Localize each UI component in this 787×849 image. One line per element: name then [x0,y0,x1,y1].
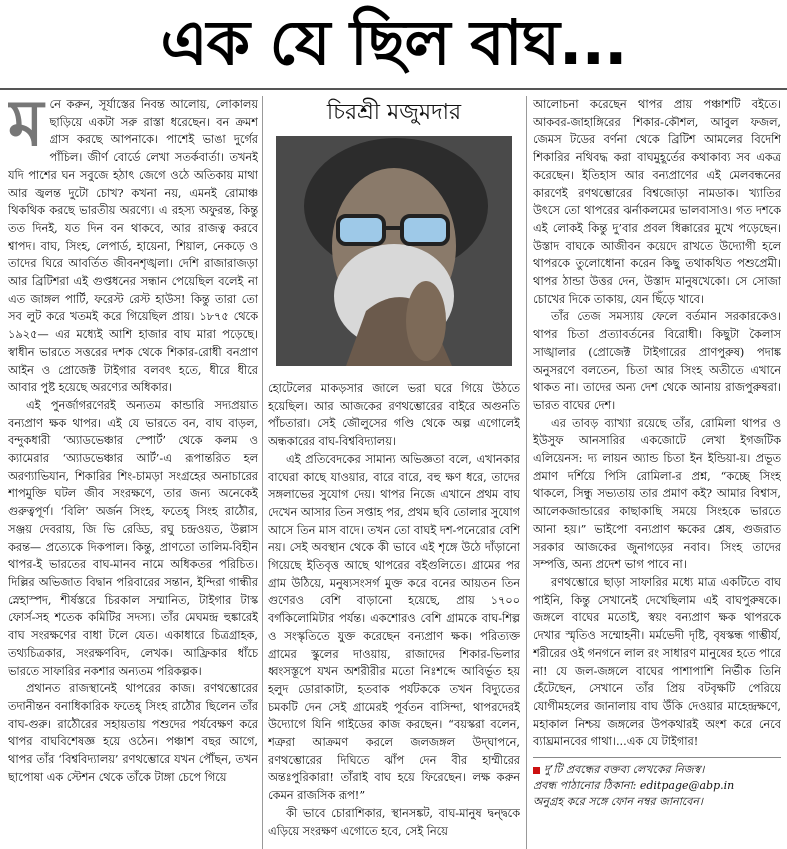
headline-rule [0,88,787,90]
column-divider [526,96,527,849]
article-column-2 [268,380,520,849]
paragraph: রণথম্ভোরে ছাড়া সাফারির মধ্যে মাত্র একটিতে বাঘ পাইনি, কিন্তু সেখানেই দেখেছিলাম এই বাঘপুরুষকে। জঙ্গলে বাঘের মতোই, স্বয়ং বন্যপ্রাণ ক্ষক থাপরকে দেখার স্মৃতিও সম্মোহনী। মর্মভেদী দৃষ্টি, বৃষস্কন্ধ গাম্ভীর্য, শরীরের ওই গনগনে লাল রং সাধারণ মানুষের হতে পারে না! যে জল-জঙ্গলে বাঘের পাশাপাশি নির্ভীক তিনি হেঁটেছেন, সেখানে তাঁর প্রিয় বটবৃক্ষটি পেরিয়ে যোগীমহলের জানালায় বাঘ উঁকি দেওয়ার মাহেন্দ্রক্ষণে, মহাকাল নিশ্চয় জঙ্গলের উপকথারই অংশ করে নেবে ব্যাঘ্রমানবের গাথা।...এক যে টাইগার! [533,575,781,749]
article-column-1 [8,96,258,849]
paragraph: কী ভাবে চোরাশিকার, স্থানসঙ্কট, বাঘ-মানুষ দ্বন্দ্বকে এড়িয়ে সংরক্ষণ এগোতে হবে, সেই নিয়ে [268,806,520,838]
paragraph: এই প্রতিবেদকের সামান্য অভিজ্ঞতা বলে, এখানকার বাঘেরা কাছে যাওয়ার, বারে বারে, বহু ক্ষণ ধরে, তাদের সঙ্গলাভের সুযোগ দেয়। থাপর নিজে এখানে প্রথম বাঘ দেখেন আসার তিন সপ্তাহ পর, প্রথম ছবি তোলার সুযোগ আসে তিন মাস বাদে। তখন তো বাঘই দশ-পনেরোর বেশি নয়। সেই অবস্থান থেকে কী ভাবে এই শৃঙ্গে উঠে দাঁড়ানো গিয়েছে ইতিবৃত্ত আছে থাপরের বইগুলিতে। গ্রামের পর গ্রাম উঠিয়ে, মনুষ্যসংসর্গ মুক্ত করে বনের আয়তন তিন গুণেরও বেশি বাড়ানো হয়েছে, প্রায় ১৭০০ বর্গকিলোমিটার পর্যন্ত। একশোরও বেশি গ্রামকে বাঘ-শিল্প ও সংস্কৃতিতে যুক্ত করেছেন বন্যপ্রাণ ক্ষক। পরিত্যক্ত গ্রামের স্কুলের দাওয়ায়, রাজাদের শিকার-ভিলার ধ্বংসস্তূপে যখন অশরীরীর মতো নিঃশব্দে আবির্ভূত হয় হলুদ ডোরাকাটা, হতবাক পর্যটককে তখন বিদ্যুতের চমকটি দেন সেই গ্রামেরই পূর্বতন বাসিন্দা, থাপরদেরই উদ্যোগে যিনি গাইডের কাজ করছেন। “বয়স্করা বলেন, শত্রুরা আক্রমণ করলে জলজঙ্গল উদ্‌ঘাপনে, রণথম্ভোরের দিঘিতে ঝাঁপ দেন বীর হাম্মীরের অন্তঃপুরিকারা! তাঁরাই বাঘ হয়ে ফিরেছেন। লক্ষ করুন কেমন রাজসিক রূপ!” [268,452,520,803]
author-portrait-photo [276,136,512,366]
footnote-phone-note: অনুগ্রহ করে সঙ্গে ফোন নম্বর জানাবেন। [533,795,703,809]
red-square-icon [533,767,540,774]
footnote [533,762,781,810]
paragraph: এই পুনর্জাগরণেরই অন্যতম কান্ডারি সদ্যপ্রয়াত বন্যপ্রাণ ক্ষক থাপর। এই যে ভারতে বন, বাঘ বাড়ল, বন্দুকধারী ‘অ্যাডভেঞ্চার স্পোর্ট’ থেকে কলম ও ক্যামেরার ‘অ্যাডভেঞ্চার আর্ট’-এ রূপান্তরিত হল অরণ্যাভিযান, শিকারির শিং-চামড়া সংগ্রহের অনাচারের শাপমুক্তি ঘটল জীব সংরক্ষণে, তার জন্য অনেকেই গুরুত্বপূর্ণ। ‘বিলি’ অর্জন সিংহ, ফতেহ্‌ সিংহ রাঠৌর, সঞ্জয় দেবরায়, জি ভি রেড্ডি, রঘু চন্দ্রওয়ত, উল্লাস করন্ত— প্রত্যেকে দিকপাল। কিন্তু, প্রাণতো তালিম-বিহীন থাপর-ই ভারতের বাঘ-মানব নামে অধিকতর পরিচিত। দিল্লির অভিজাত বিদ্বান পরিবারের সন্তান, ইন্দিরা গান্ধীর স্নেহাস্পদ, শীর্ষস্তরে চিরকাল সম্মানিত, টাইগার টাস্ক ফোর্স-সহ শতেক কমিটির সদস্য। তাঁর মেঘমন্দ্র হুঙ্কারেই বাঘ সংরক্ষণের বাধা টলে যেত। একাধারে চিত্রগ্রাহক, তথ্যচিত্রকার, সংরক্ষণবিদ, লেখক। আফ্রিকার ধাঁচে ভারতে সাফারির নকশার অন্যতম পরিকল্পক। [8,398,258,678]
byline: চিরশ্রী মজুমদার [326,100,462,125]
footnote-disclaimer: দু’টি প্রবন্ধের বক্তব্য লেখকের নিজস্ব। [533,762,781,778]
paragraph: নে করুন, সূর্যাস্তের নিবন্ত আলোয়, লোকালয় ছাড়িয়ে একটা সরু রাস্তা ধরেছেন। বন ক্রমশ গ্রাস করছে আপনাকে। পাশেই ভাঙা দুর্গের পাঁচিল। জীর্ণ বোর্ডে লেখা সতর্কবার্তা। তখনই যদি পাশের ঘন সবুজে হঠাৎ জেগে ওঠে অতিকায় মাথা আর জ্বলন্ত দুটো চোখ? কখনা নয়, এমনই রোমাঞ্চ থিকথিক করছে ভারতীয় অরণ্যে। এ রহস্য অফুরন্ত, কিন্তু তত দিনই, যত দিন বন থাকবে, আর রাজত্ব করবে শ্বাপদ। বাঘ, সিংহ, লেপার্ড, হায়েনা, শিয়াল, নেকড়ে ও তাদের ঘিরে আবর্তিত জীবনশৃঙ্খলা। দেশি রাজারাজড়া আর ব্রিটিশরা এই গুপ্তধনের সন্ধান পেয়েছিল বলেই না এত জাঙ্গল পার্টি, ফরেস্ট রেস্ট হাউস! কিন্তু তারা তো সব লুট করে খতমই করে গিয়েছিল প্রায়। ১৮৭৫ থেকে ১৯২৫— এর মধ্যেই আশি হাজার বাঘ মারা পড়েছে। স্বাধীন ভারতে সত্তরের দশক থেকে শিকার-রোধী বনপ্রাণ আইন ও প্রোজেক্ট টাইগার বলবৎ হতে, ধীরে ধীরে আবার পুষ্ট হয়েছে অরণ্যের অধিকার। [8,98,258,395]
article-column-3 [533,96,781,849]
column-divider [262,96,263,849]
paragraph: প্রথানত রাজস্থানেই থাপরের কাজ। রণথম্ভোরের তদানীন্তন বনাধিকারিক ফতেহ্‌ সিংহ রাঠৌর ছিলেন তাঁর বাঘ-গুরু। রাঠৌরের সহায়তায় পশুদের পর্যবেক্ষণ করে থাপর বাঘবিশেষজ্ঞ হয়ে ওঠেন। পঞ্চাশ বছর আগে, থাপর তাঁর ‘বিশ্ববিদ্যালয়’ রণথম্ভোরে যখন পৌঁছন, তখন ছাপোষা এক স্টেশন থেকে তাঁকে টাঙ্গা চেপে গিয়ে [8,682,258,784]
footnote-separator [533,757,781,758]
drop-cap: ম [8,96,44,161]
paragraph: হোটেলের মাকড়সার জালে ভরা ঘরে গিয়ে উঠতে হয়েছিল। আর আজকের রণথম্ভোরের বাইরে অগুনতি পাঁচতারা। সেই জৌলুসের গণ্ডি থেকে অল্প এগোলেই অন্ধকারের বাঘ-বিশ্ববিদ্যালয়। [268,382,520,449]
footnote-email[interactable]: প্রবন্ধ পাঠানোর ঠিকানা: editpage@abp.in [533,779,735,793]
paragraph: আলোচনা করেছেন থাপর প্রায় পঞ্চাশটি বইতে। আকবর-জাহাঙ্গিরের শিকার-কৌশল, আবুল ফজল, জেমস টডের বর্ণনা থেকে ব্রিটিশ আমলের বিদেশি শিকারির নথিবদ্ধ করা বাঘমুহূর্তের কথাকাব্য সব একত্র করেছেন। ইতিহাস আর বন্যপ্রাণের এই মেলবন্ধনের কারণেই রণথম্ভোরের বিশ্বজোড়া নামডাক। খ্যাতির উৎসে তো থাপরের ঝর্নাকলমের ভালবাসাও। গত দশকে এই লোকই কিন্তু দু’বার প্রবল ধিক্কারের মুখে পড়েছেন। উস্তাদ বাঘকে আজীবন কয়েদে রাখতে উদ্যোগী হলে থাপরকে তুলোধোনা করেন কিছু তথাকথিত পশুপ্রেমী। থাপর ঠান্ডা উত্তর দেন, উস্তাদ মানুষখেকো। সে সোজা চোখের দিকে তাকায়, যেন ছিঁড়ে খাবে। [533,98,781,306]
paragraph: এর তাবড় ব্যাখ্যা রয়েছে তাঁর, রোমিলা থাপর ও ইউসুফ আনসারির একজোটে লেখা ইগজটিক এলিয়েনস: দ্য লায়ন অ্যান্ড চিতা ইন ইন্ডিয়া-য়। প্রভূত প্রমাণ দর্শিয়ে পিসি রোমিলা-র প্রশ্ন, “কচ্ছে সিংহ থাকলে, সিন্ধু সভ্যতায় তার প্রমাণ কই? আমার বিশ্বাস, আলেকজান্ডারের কাছাকাছি সময়ে সিংহকে ভারতে আনা হয়।” ভাইপো বন্যপ্রাণ ক্ষকের শ্লেষ, গুজরাত সরকার আজকের জুনাগড়ের নবাব। সিংহ তাদের সম্পত্তি, অন্য প্রদেশ ভাগ পাবে না। [533,416,781,572]
headline: এক যে ছিল বাঘ... [160,6,627,79]
portrait-illustration [276,136,512,366]
paragraph: তাঁর তেজ সমস্যায় ফেলে বর্তমান সরকারকেও। থাপর চিতা প্রত্যাবর্তনের বিরোধী। কিছুটা কৈলাস সাঙ্খালার (প্রোজেক্ট টাইগারের প্রাণপুরুষ) পদাঙ্ক অনুসরণে বলতেন, চিতা আর সিংহ অতীতে এখানে থাকত না। তাদের অন্য দেশ থেকে আনায় রাজপুরুষরা। ভারত বাঘের দেশ। [533,310,781,412]
